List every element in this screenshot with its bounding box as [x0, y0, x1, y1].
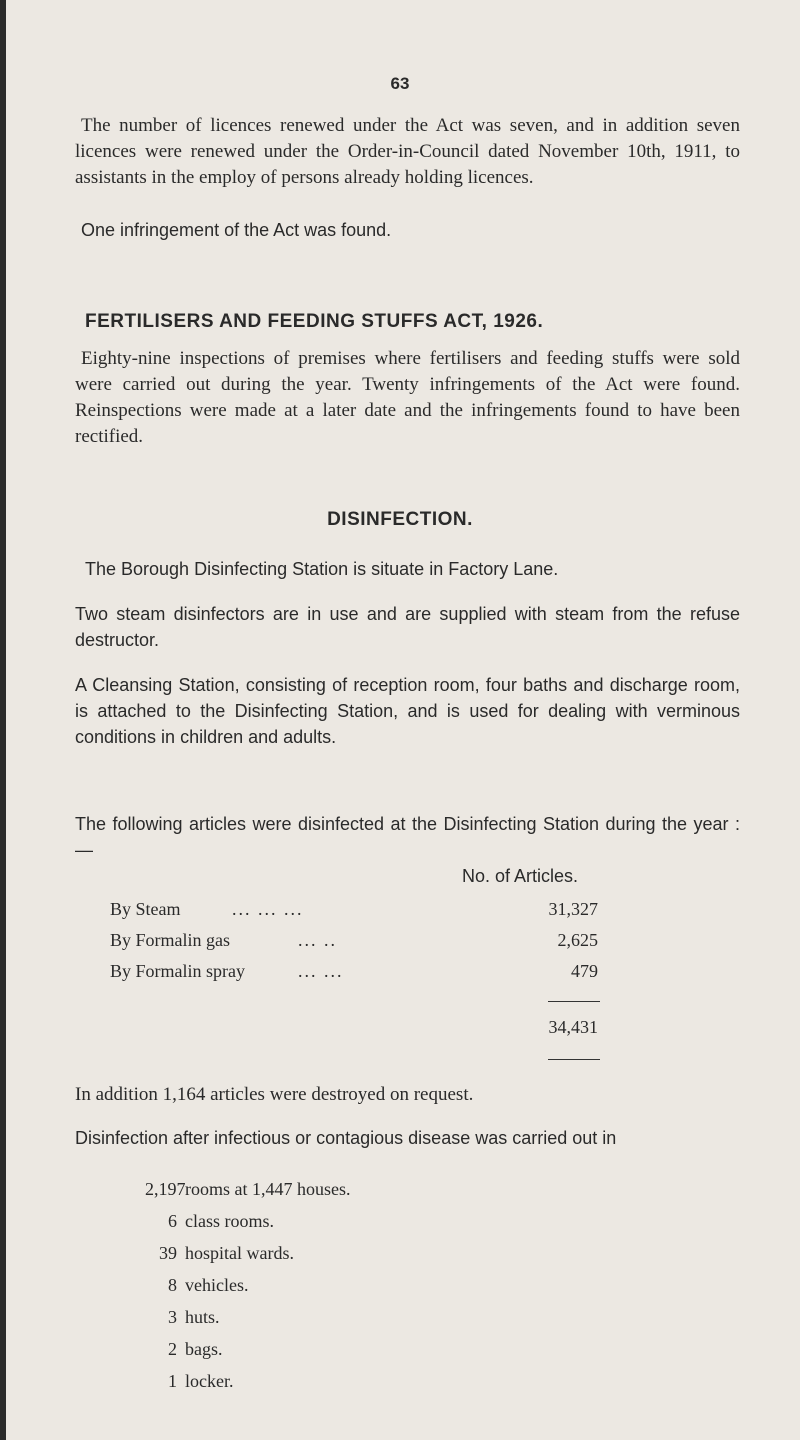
disinfection-heading: DISINFECTION.	[327, 509, 473, 530]
destroyed-paragraph: In addition 1,164 articles were destroyed on request.	[75, 1084, 474, 1105]
list-item: 2 bags.	[168, 1339, 223, 1359]
list-item: 2,197rooms at 1,447 houses.	[145, 1179, 351, 1199]
row-label: By Formalin spray	[110, 961, 245, 981]
list-item: 8 vehicles.	[168, 1275, 249, 1295]
cleansing-station-paragraph: A Cleansing Station, consisting of reception room, four baths and discharge room, is attached to the Disinfecting Station, and is used for dealing with verminous conditions in children and adults.	[75, 675, 740, 747]
page-edge	[0, 0, 6, 1440]
disease-paragraph: Disinfection after infectious or contagious disease was carried out in	[75, 1128, 617, 1148]
fertilisers-heading: FERTILISERS AND FEEDING STUFFS ACT, 1926.	[85, 311, 544, 332]
row-value: 31,327	[548, 899, 598, 919]
total-value: 34,431	[548, 1017, 598, 1037]
row-label: By Steam	[110, 899, 181, 919]
list-item: 39 hospital wards.	[159, 1243, 294, 1263]
articles-intro-paragraph: The following articles were disinfected at the Disinfecting Station during the year :—	[75, 814, 740, 860]
row-value: 2,625	[557, 930, 598, 950]
row-label: By Formalin gas	[110, 930, 230, 950]
list-item: 6 class rooms.	[168, 1211, 274, 1231]
list-item: 3 huts.	[168, 1307, 220, 1327]
infringement-paragraph: One infringement of the Act was found.	[81, 220, 392, 240]
station-location-paragraph: The Borough Disinfecting Station is situate in Factory Lane.	[85, 559, 559, 579]
total-rule-top	[548, 1001, 600, 1002]
licences-paragraph: The number of licences renewed under the Act was seven, and in addition seven licences were renewed under the Order-in-Council dated November 10th, 1911, to assistants in the employ of persons already holding licences.	[75, 115, 740, 188]
steam-disinfectors-paragraph: Two steam disinfectors are in use and are supplied with steam from the refuse destructor.	[75, 604, 740, 650]
row-value: 479	[571, 961, 598, 981]
row-dots: ... ... ...	[232, 899, 304, 919]
row-dots: ... ...	[298, 961, 344, 981]
fertilisers-paragraph: Eighty-nine inspections of premises where fertilisers and feeding stuffs were sold were carried out during the year. Twenty infringements of the Act were found. Reinspections were made at a later date and the infringements found to have been rectified.	[75, 348, 740, 447]
list-item: 1 locker.	[168, 1371, 234, 1391]
total-rule-bottom	[548, 1059, 600, 1060]
page-number: 63	[390, 74, 410, 93]
table-header: No. of Articles.	[462, 866, 579, 886]
row-dots: ... ..	[298, 930, 337, 950]
